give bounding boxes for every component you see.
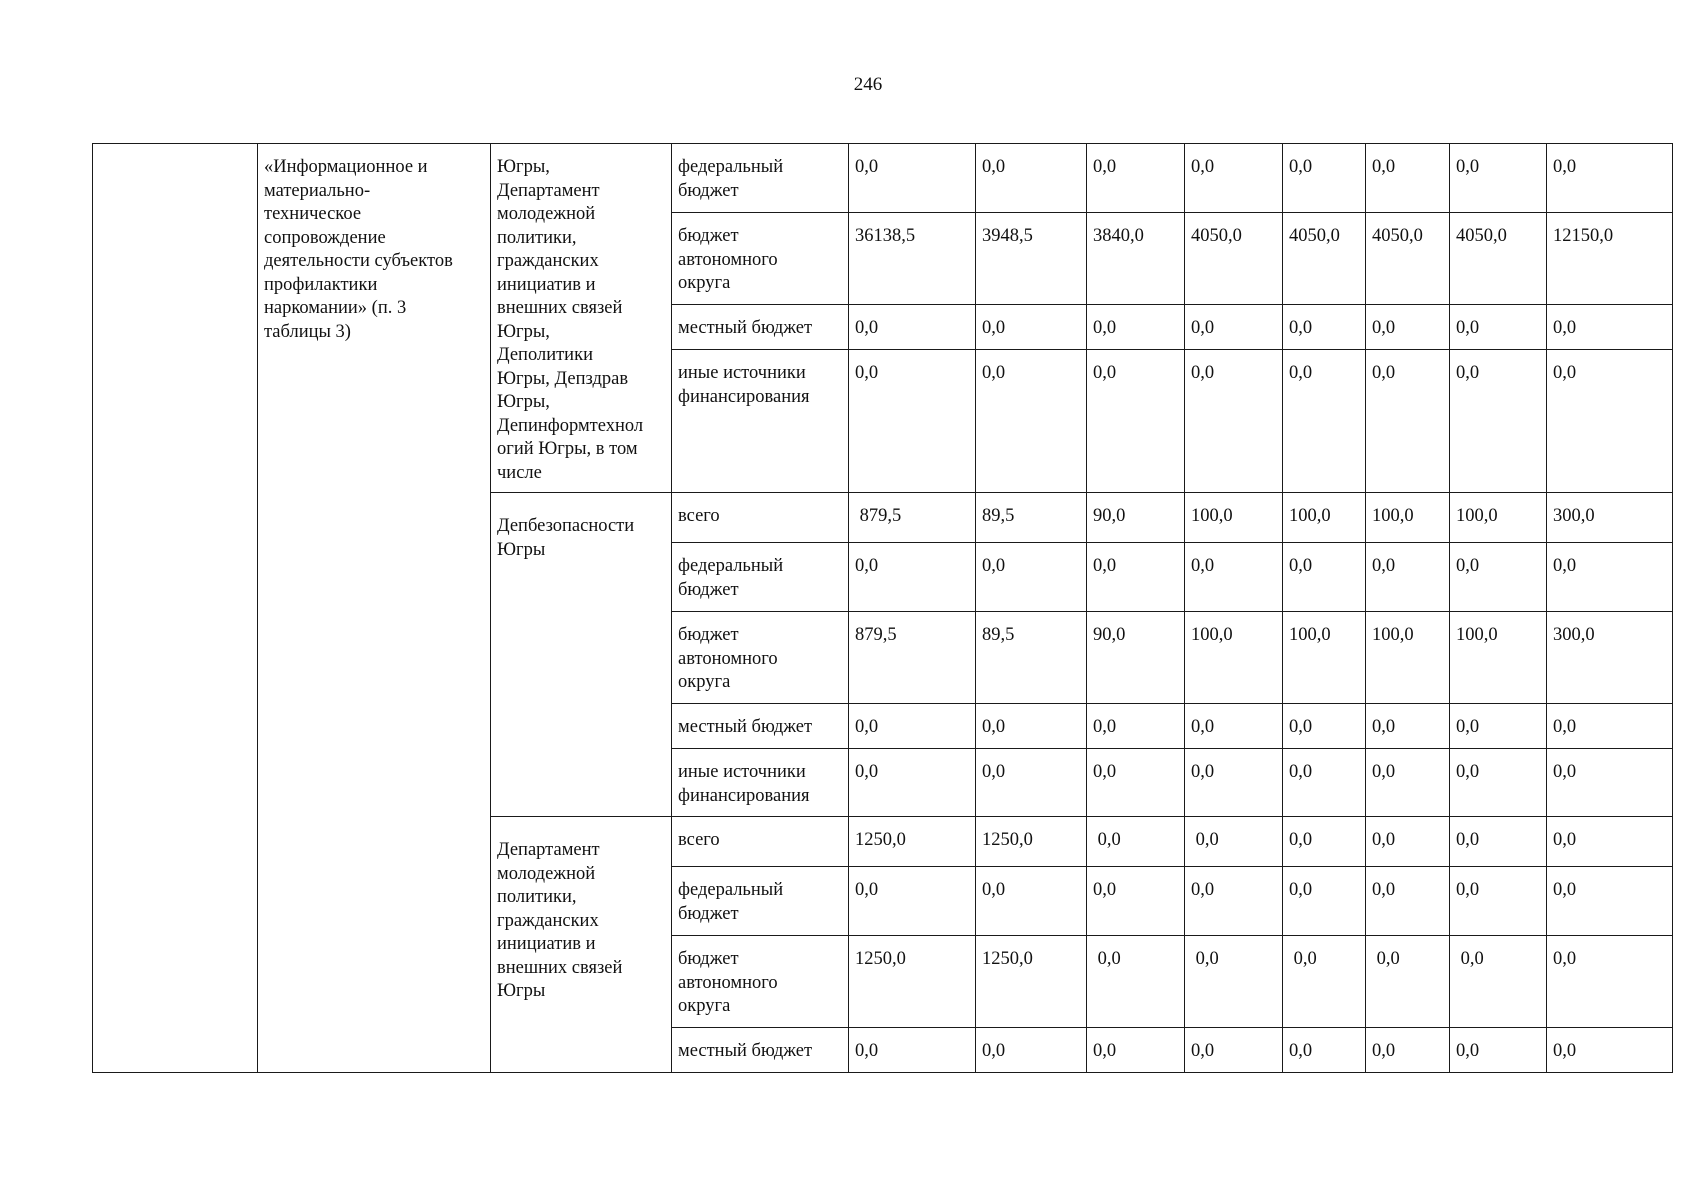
funding-source-cell: местный бюджет [672,704,849,749]
amount-cell: 0,0 [1366,1028,1450,1073]
amount-cell: 300,0 [1547,493,1673,543]
amount-cell: 0,0 [1087,543,1185,612]
table-body [93,144,1673,1073]
amount-cell: 0,0 [976,704,1087,749]
funding-source-cell: всего [672,493,849,543]
amount-cell: 0,0 [1547,350,1673,493]
amount-cell: 0,0 [1547,305,1673,350]
funding-source-cell: бюджет автономного округа [672,612,849,704]
amount-cell: 0,0 [1087,350,1185,493]
amount-cell: 0,0 [1185,350,1283,493]
amount-cell: 90,0 [1087,493,1185,543]
row-number-cell [93,144,258,1073]
amount-cell: 100,0 [1185,612,1283,704]
event-name-cell: «Информационное и материально- техническое сопровождение деятельности субъектов профилактики наркомании» (п. 3 таблицы 3) [258,144,491,1073]
amount-cell: 0,0 [1283,749,1366,817]
amount-cell: 1250,0 [849,936,976,1028]
amount-cell: 0,0 [1450,1028,1547,1073]
amount-cell: 0,0 [1366,867,1450,936]
funding-source-cell: федеральный бюджет [672,867,849,936]
amount-cell: 0,0 [976,305,1087,350]
amount-cell: 0,0 [1283,1028,1366,1073]
amount-cell: 0,0 [1185,817,1283,867]
amount-cell: 0,0 [1087,749,1185,817]
amount-cell: 0,0 [1087,936,1185,1028]
amount-cell: 300,0 [1547,612,1673,704]
amount-cell: 100,0 [1283,493,1366,543]
amount-cell: 0,0 [1087,1028,1185,1073]
amount-cell: 0,0 [976,867,1087,936]
amount-cell: 0,0 [1185,867,1283,936]
amount-cell: 0,0 [1450,305,1547,350]
amount-cell: 0,0 [1450,144,1547,213]
financing-table [92,143,1673,1073]
amount-cell: 0,0 [1450,749,1547,817]
amount-cell: 0,0 [1450,817,1547,867]
amount-cell: 0,0 [1547,817,1673,867]
amount-cell: 0,0 [849,749,976,817]
amount-cell: 0,0 [1185,704,1283,749]
amount-cell: 0,0 [1087,817,1185,867]
amount-cell: 0,0 [976,1028,1087,1073]
amount-cell: 0,0 [1366,817,1450,867]
amount-cell: 879,5 [849,493,976,543]
funding-source-cell: федеральный бюджет [672,144,849,213]
amount-cell: 4050,0 [1366,213,1450,305]
amount-cell: 0,0 [849,867,976,936]
amount-cell: 100,0 [1450,493,1547,543]
amount-cell: 0,0 [1366,305,1450,350]
amount-cell: 0,0 [1547,543,1673,612]
amount-cell: 0,0 [1283,936,1366,1028]
executor-cell: Югры, Департамент молодежной политики, гражданских инициатив и внешних связей Югры, Деполитики Югры, Депздрав Югры, Депинформтехнол огий Югры, в том числе [491,144,672,493]
amount-cell: 100,0 [1283,612,1366,704]
executor-cell: Департамент молодежной политики, гражданских инициатив и внешних связей Югры [491,817,672,1073]
amount-cell: 0,0 [1185,543,1283,612]
amount-cell: 0,0 [1450,704,1547,749]
amount-cell: 100,0 [1450,612,1547,704]
amount-cell: 0,0 [1185,305,1283,350]
funding-source-cell: местный бюджет [672,305,849,350]
amount-cell: 0,0 [1087,305,1185,350]
amount-cell: 100,0 [1366,493,1450,543]
amount-cell: 1250,0 [849,817,976,867]
amount-cell: 0,0 [849,704,976,749]
amount-cell: 90,0 [1087,612,1185,704]
amount-cell: 0,0 [849,1028,976,1073]
funding-source-cell: федеральный бюджет [672,543,849,612]
amount-cell: 0,0 [1283,144,1366,213]
amount-cell: 0,0 [849,543,976,612]
amount-cell: 0,0 [976,543,1087,612]
amount-cell: 0,0 [1087,144,1185,213]
amount-cell: 89,5 [976,612,1087,704]
amount-cell: 0,0 [1450,350,1547,493]
amount-cell: 89,5 [976,493,1087,543]
amount-cell: 0,0 [1283,817,1366,867]
amount-cell: 0,0 [1283,350,1366,493]
amount-cell: 0,0 [1366,144,1450,213]
amount-cell: 0,0 [1366,350,1450,493]
amount-cell: 879,5 [849,612,976,704]
amount-cell: 1250,0 [976,936,1087,1028]
amount-cell: 0,0 [1366,749,1450,817]
amount-cell: 4050,0 [1283,213,1366,305]
funding-source-cell: иные источники финансирования [672,749,849,817]
amount-cell: 0,0 [976,749,1087,817]
amount-cell: 0,0 [849,350,976,493]
amount-cell: 100,0 [1185,493,1283,543]
funding-source-cell: бюджет автономного округа [672,936,849,1028]
amount-cell: 0,0 [1547,704,1673,749]
amount-cell: 0,0 [1185,1028,1283,1073]
funding-source-cell: иные источники финансирования [672,350,849,493]
amount-cell: 0,0 [1547,936,1673,1028]
amount-cell: 0,0 [1547,749,1673,817]
amount-cell: 0,0 [1283,867,1366,936]
amount-cell: 4050,0 [1185,213,1283,305]
funding-source-cell: бюджет автономного округа [672,213,849,305]
table-row [93,144,1673,213]
amount-cell: 0,0 [1547,867,1673,936]
amount-cell: 0,0 [1547,1028,1673,1073]
amount-cell: 4050,0 [1450,213,1547,305]
funding-source-cell: местный бюджет [672,1028,849,1073]
amount-cell: 1250,0 [976,817,1087,867]
amount-cell: 0,0 [1450,867,1547,936]
amount-cell: 0,0 [1185,144,1283,213]
amount-cell: 0,0 [976,350,1087,493]
amount-cell: 0,0 [1450,543,1547,612]
amount-cell: 0,0 [1366,936,1450,1028]
amount-cell: 100,0 [1366,612,1450,704]
amount-cell: 0,0 [1185,936,1283,1028]
amount-cell: 12150,0 [1547,213,1673,305]
amount-cell: 3948,5 [976,213,1087,305]
amount-cell: 0,0 [1547,144,1673,213]
amount-cell: 0,0 [1366,543,1450,612]
amount-cell: 0,0 [1366,704,1450,749]
amount-cell: 36138,5 [849,213,976,305]
amount-cell: 0,0 [976,144,1087,213]
executor-cell: Депбезопасности Югры [491,493,672,817]
amount-cell: 0,0 [849,144,976,213]
amount-cell: 3840,0 [1087,213,1185,305]
amount-cell: 0,0 [1450,936,1547,1028]
amount-cell: 0,0 [1283,704,1366,749]
funding-source-cell: всего [672,817,849,867]
amount-cell: 0,0 [1283,543,1366,612]
amount-cell: 0,0 [1087,704,1185,749]
amount-cell: 0,0 [1087,867,1185,936]
page-number: 246 [853,74,883,95]
amount-cell: 0,0 [1185,749,1283,817]
amount-cell: 0,0 [849,305,976,350]
amount-cell: 0,0 [1283,305,1366,350]
